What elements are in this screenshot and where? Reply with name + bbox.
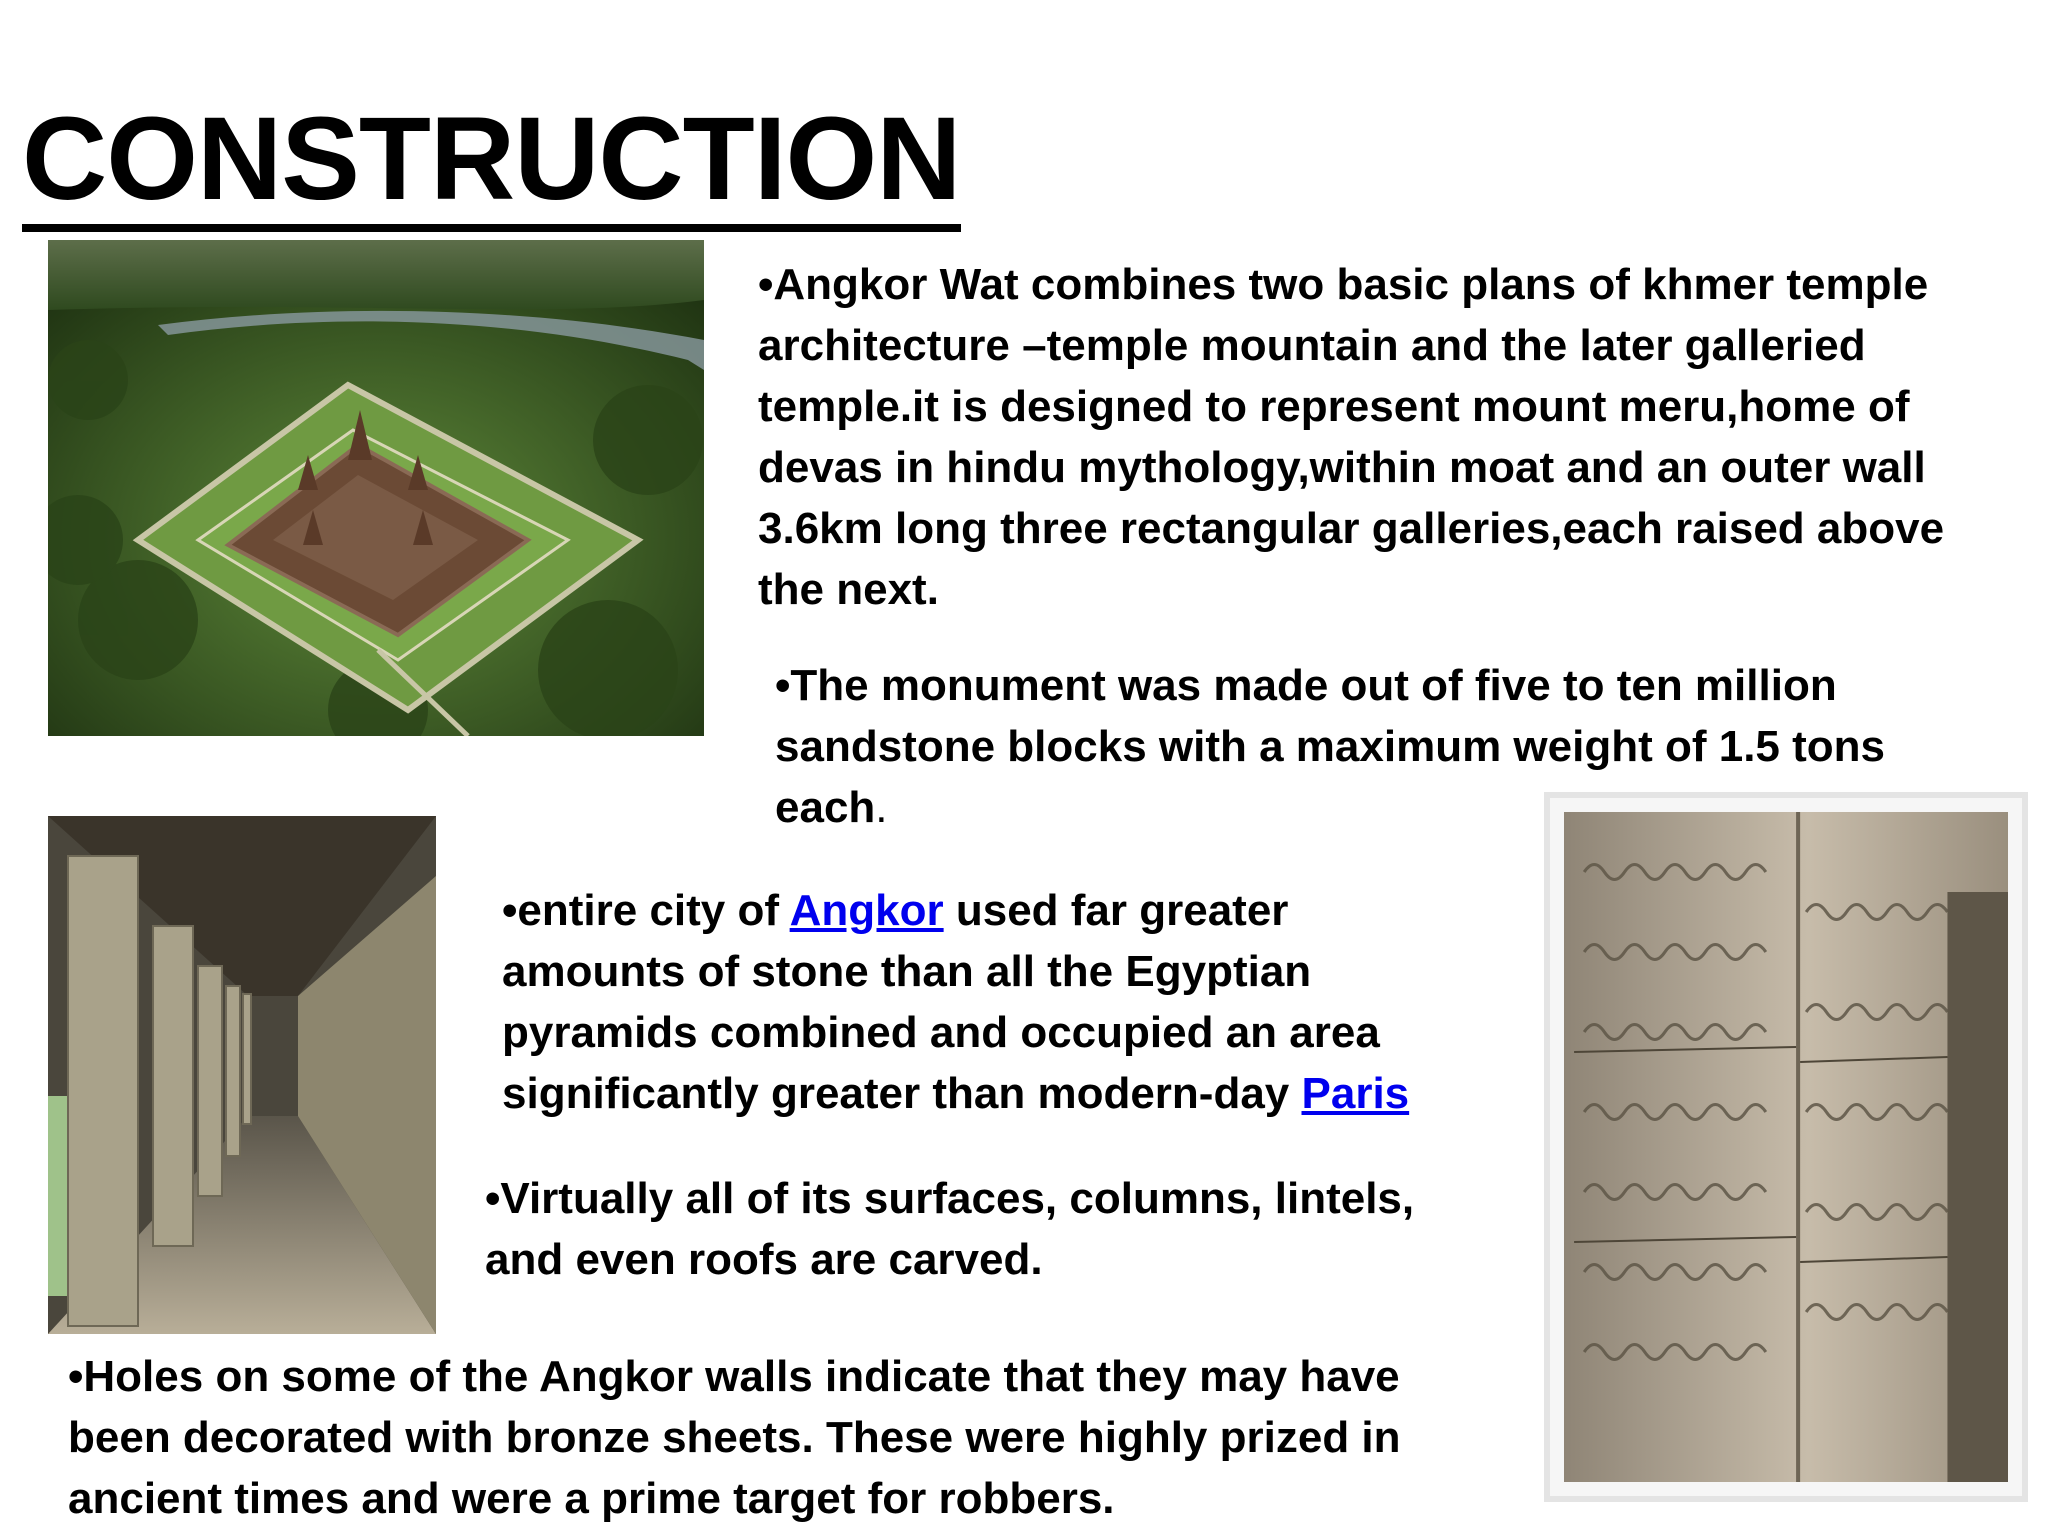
gallery-columns-photo (48, 816, 436, 1334)
aerial-temple-photo (48, 240, 704, 736)
paragraph-angkor-city (502, 880, 1442, 1124)
paragraph-sandstone-text: •The monument was made out of five to ten million sandstone blocks with a maximum weight of 1.5 tons each (775, 661, 1885, 832)
paragraph-sandstone-period: . (875, 783, 888, 832)
paragraph-temple-plan: •Angkor Wat combines two basic plans of khmer temple architecture –temple mountain and the later galleried temple.it is designed to represent mount meru,home of devas in hindu mythology,within moat and an outer wall 3.6km long three rectangular galleries,each raised above the next. (758, 260, 1945, 614)
angkor-city-text-start: •entire city of (502, 886, 790, 935)
angkor-city-text-middle: used far greater amounts of stone than all the Egyptian pyramids combined and occupied an area significantly greater than modern-day (502, 886, 1380, 1118)
paragraph-bronze-sheets: •Holes on some of the Angkor walls indicate that they may have been decorated with bronze sheets. These were highly prized in ancient times and were a prime target for robbers. (68, 1352, 1401, 1523)
angkor-link[interactable]: Angkor (789, 886, 944, 935)
paragraph-sandstone-blocks (775, 655, 1955, 838)
paris-link[interactable]: Paris (1301, 1069, 1410, 1118)
carved-wall-photo (1544, 792, 2028, 1502)
paragraph-carved-surfaces: •Virtually all of its surfaces, columns, lintels, and even roofs are carved. (485, 1174, 1415, 1284)
slide-title: CONSTRUCTION (22, 100, 961, 232)
